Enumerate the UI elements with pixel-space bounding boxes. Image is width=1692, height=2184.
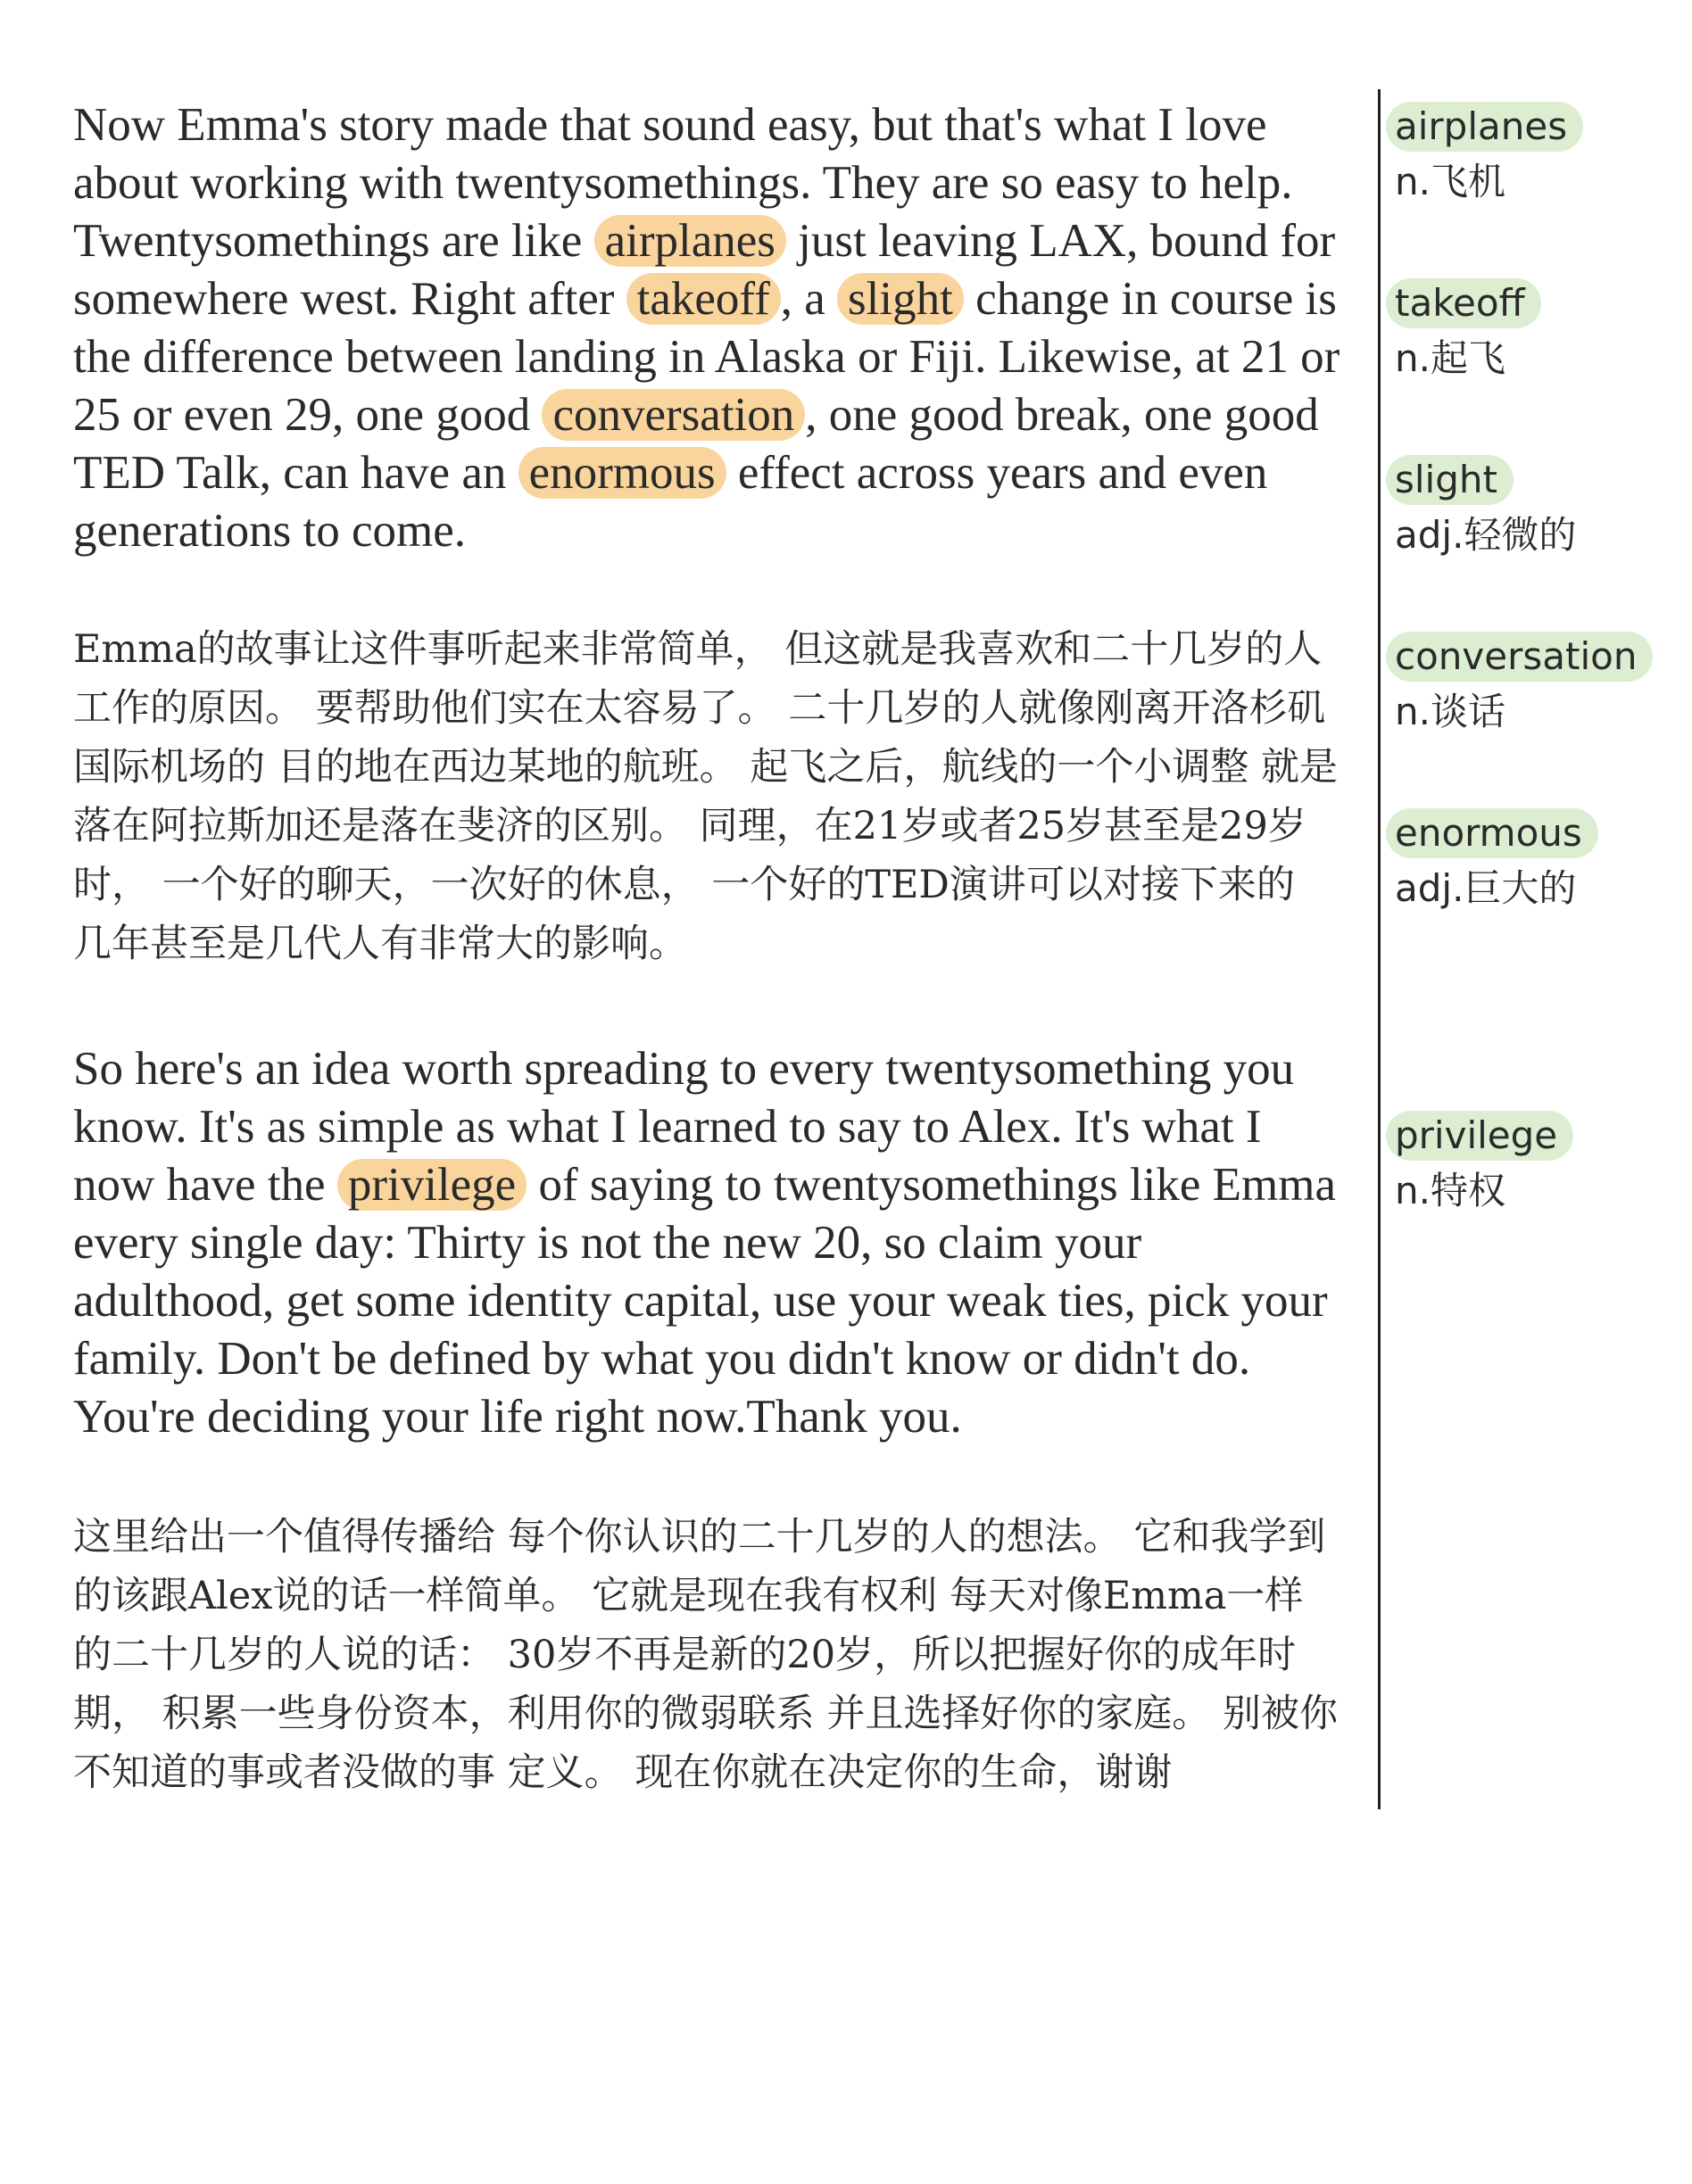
- english-paragraph-1: [73, 96, 1340, 560]
- vocab-definition: adj.巨大的: [1395, 866, 1577, 910]
- text-segment: , one good break, one good TED Talk, can have an: [73, 389, 1319, 499]
- vocab-entry-airplanes: [1386, 102, 1583, 207]
- vocab-word: airplanes: [1386, 102, 1583, 152]
- highlight-slight: slight: [837, 273, 964, 325]
- vocab-definition: n.飞机: [1395, 160, 1505, 203]
- text-segment: change in course is the difference between landing in Alaska or Fiji. Likewise, at 21 or 25 or even 29, one good: [73, 273, 1340, 441]
- vertical-divider: [1378, 89, 1381, 1809]
- vocab-word: takeoff: [1386, 278, 1541, 328]
- highlight-takeoff: takeoff: [626, 273, 781, 325]
- text-segment: effect across years and even generations to come.: [73, 447, 1268, 557]
- highlight-privilege: privilege: [337, 1159, 527, 1211]
- vocab-entry-privilege: [1386, 1111, 1573, 1216]
- vocab-entry-enormous: [1386, 808, 1598, 914]
- text-segment: , a: [780, 273, 825, 325]
- vocab-definition: n.谈话: [1395, 690, 1505, 733]
- text-segment: So here's an idea worth spreading to every twentysomething you know. It's as simple as what I learned to say to Alex. It's what I now have the: [73, 1043, 1295, 1211]
- vocab-entry-conversation: [1386, 632, 1653, 737]
- vocab-word: enormous: [1386, 808, 1598, 858]
- chinese-paragraph-1: Emma的故事让这件事听起来非常简单， 但这就是我喜欢和二十几岁的人工作的原因。 要帮助他们实在太容易了。 二十几岁的人就像刚离开洛杉矶国际机场的 目的地在西边某地的航班。 起飞之后，航线的一个小调整 就是落在阿拉斯加还是落在斐济的区别。 同理，在21岁或者25岁甚至是29岁时， 一个好的聊天，一次好的休息， 一个好的TED演讲可以对接下来的 几年甚至是几代人有非常大的影响。: [73, 627, 1339, 966]
- vocab-definition: n.特权: [1395, 1169, 1505, 1212]
- highlight-enormous: enormous: [518, 447, 726, 499]
- vocab-entry-slight: [1386, 455, 1576, 560]
- vocab-definition: n.起飞: [1395, 336, 1505, 380]
- highlight-airplanes: airplanes: [594, 215, 786, 267]
- vocab-word: conversation: [1386, 632, 1653, 682]
- text-segment: just leaving LAX, bound for somewhere west. Right after: [73, 215, 1336, 325]
- highlight-conversation: conversation: [542, 389, 805, 441]
- text-segment: Now Emma's story made that sound easy, but that's what I love about working with twentysomethings. They are so easy to help. Twentysomethings are like: [73, 99, 1293, 267]
- english-paragraph-2: [73, 1040, 1340, 1446]
- text-segment: of saying to twentysomethings like Emma every single day: Thirty is not the new 20, so claim your adulthood, get some identity capital, use your weak ties, pick your family. Don't be defined by what you didn't know or didn't do. You're deciding your life right now.Thank you.: [73, 1159, 1336, 1443]
- vocab-definition: adj.轻微的: [1395, 513, 1577, 557]
- vocab-entry-takeoff: [1386, 278, 1541, 384]
- vocab-word: privilege: [1386, 1111, 1573, 1161]
- vocab-word: slight: [1386, 455, 1514, 505]
- chinese-paragraph-2: 这里给出一个值得传播给 每个你认识的二十几岁的人的想法。 它和我学到的该跟Alex说的话一样简单。 它就是现在我有权利 每天对像Emma一样的二十几岁的人说的话： 30岁不再是新的20岁，所以把握好你的成年时期， 积累一些身份资本，利用你的微弱联系 并且选择好你的家庭。 别被你不知道的事或者没做的事 定义。 现在你就在决定你的生命，谢谢: [73, 1515, 1339, 1795]
